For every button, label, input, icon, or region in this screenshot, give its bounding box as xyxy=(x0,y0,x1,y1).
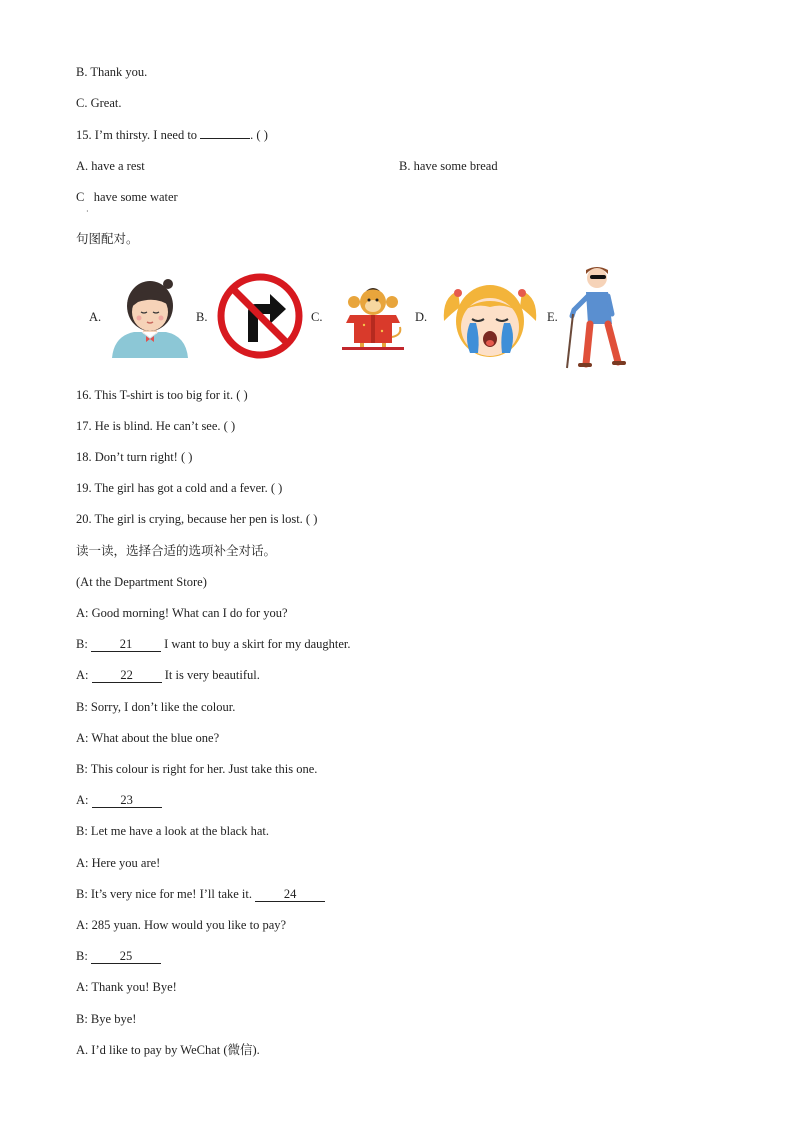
dialogue-line-7 xyxy=(76,792,162,808)
dialogue-line-3 xyxy=(76,667,260,683)
dialogue-line-8: B: Let me have a look at the black hat. xyxy=(76,824,269,838)
q15-option-b: B. have some bread xyxy=(399,159,498,173)
blank-23: 23 xyxy=(92,794,162,808)
dialogue-line-6: B: This colour is right for her. Just take this one. xyxy=(76,762,318,776)
blank-24: 24 xyxy=(255,888,325,902)
blank-25: 25 xyxy=(91,950,161,964)
match-item-17: 17. He is blind. He can’t see. ( ) xyxy=(76,419,236,433)
q15-option-c xyxy=(76,189,178,205)
picture-label-b: B. xyxy=(196,310,208,324)
speaker: B: xyxy=(76,949,91,963)
speaker: B: xyxy=(76,637,91,651)
speaker: A: xyxy=(76,668,92,682)
picture-label-e: E. xyxy=(547,310,558,324)
section-title-dialogue: 读一读，选择合适的选项补全对话。 xyxy=(76,543,277,558)
match-item-16: 16. This T-shirt is too big for it. ( ) xyxy=(76,388,248,402)
dialogue-setting: (At the Department Store) xyxy=(76,575,207,589)
dialogue-line-1: A: Good morning! What can I do for you? xyxy=(76,606,288,620)
dialogue-line-11: A: 285 yuan. How would you like to pay? xyxy=(76,918,287,932)
crying-girl-icon xyxy=(440,277,540,359)
dialogue-line-13: A: Thank you! Bye! xyxy=(76,980,177,994)
dialogue-line-5: A: What about the blue one? xyxy=(76,731,220,745)
girl-portrait-icon xyxy=(110,276,190,358)
no-right-turn-sign-icon xyxy=(216,272,304,360)
blank-22: 22 xyxy=(92,669,162,683)
dialogue-line-4: B: Sorry, I don’t like the colour. xyxy=(76,700,236,714)
q14-option-b: B. Thank you. xyxy=(76,65,148,79)
q15-stem-suffix: . ( ) xyxy=(250,128,268,142)
dialogue-line-9: A: Here you are! xyxy=(76,856,161,870)
q15-option-c-text: have some water xyxy=(93,190,178,204)
picture-label-a: A. xyxy=(89,310,102,324)
dialogue-text: B: It’s very nice for me! I’ll take it. xyxy=(76,887,256,901)
dialogue-text: It is very beautiful. xyxy=(161,668,260,682)
section-title-picture-match: 句图配对。 xyxy=(76,231,139,246)
q15-option-a: A. have a rest xyxy=(76,159,145,173)
dialogue-line-10 xyxy=(76,886,325,902)
speaker: A: xyxy=(76,793,92,807)
q15-option-c-letter: C xyxy=(76,190,85,204)
q15-answer-blank xyxy=(200,138,250,139)
dialogue-line-2 xyxy=(76,636,350,652)
blind-man-with-cane-icon xyxy=(564,264,628,370)
blank-21: 21 xyxy=(91,638,161,652)
q15-stem xyxy=(76,127,268,143)
match-item-18: 18. Don’t turn right! ( ) xyxy=(76,450,193,464)
dialogue-line-14: B: Bye bye! xyxy=(76,1012,137,1026)
picture-label-c: C. xyxy=(311,310,323,324)
option-c-dot: · xyxy=(86,207,89,216)
q15-stem-prefix: 15. I’m thirsty. I need to xyxy=(76,128,201,142)
match-item-19: 19. The girl has got a cold and a fever. ( ) xyxy=(76,481,283,495)
match-item-20: 20. The girl is crying, because her pen is lost. ( ) xyxy=(76,512,318,526)
dialogue-line-12 xyxy=(76,948,161,964)
monkey-in-big-shirt-icon xyxy=(340,285,406,353)
q14-option-c: C. Great. xyxy=(76,96,122,110)
dialogue-text: I want to buy a skirt for my daughter. xyxy=(160,637,351,651)
dialogue-option-a: A. I’d like to pay by WeChat (微信). xyxy=(76,1043,260,1057)
picture-label-d: D. xyxy=(415,310,428,324)
